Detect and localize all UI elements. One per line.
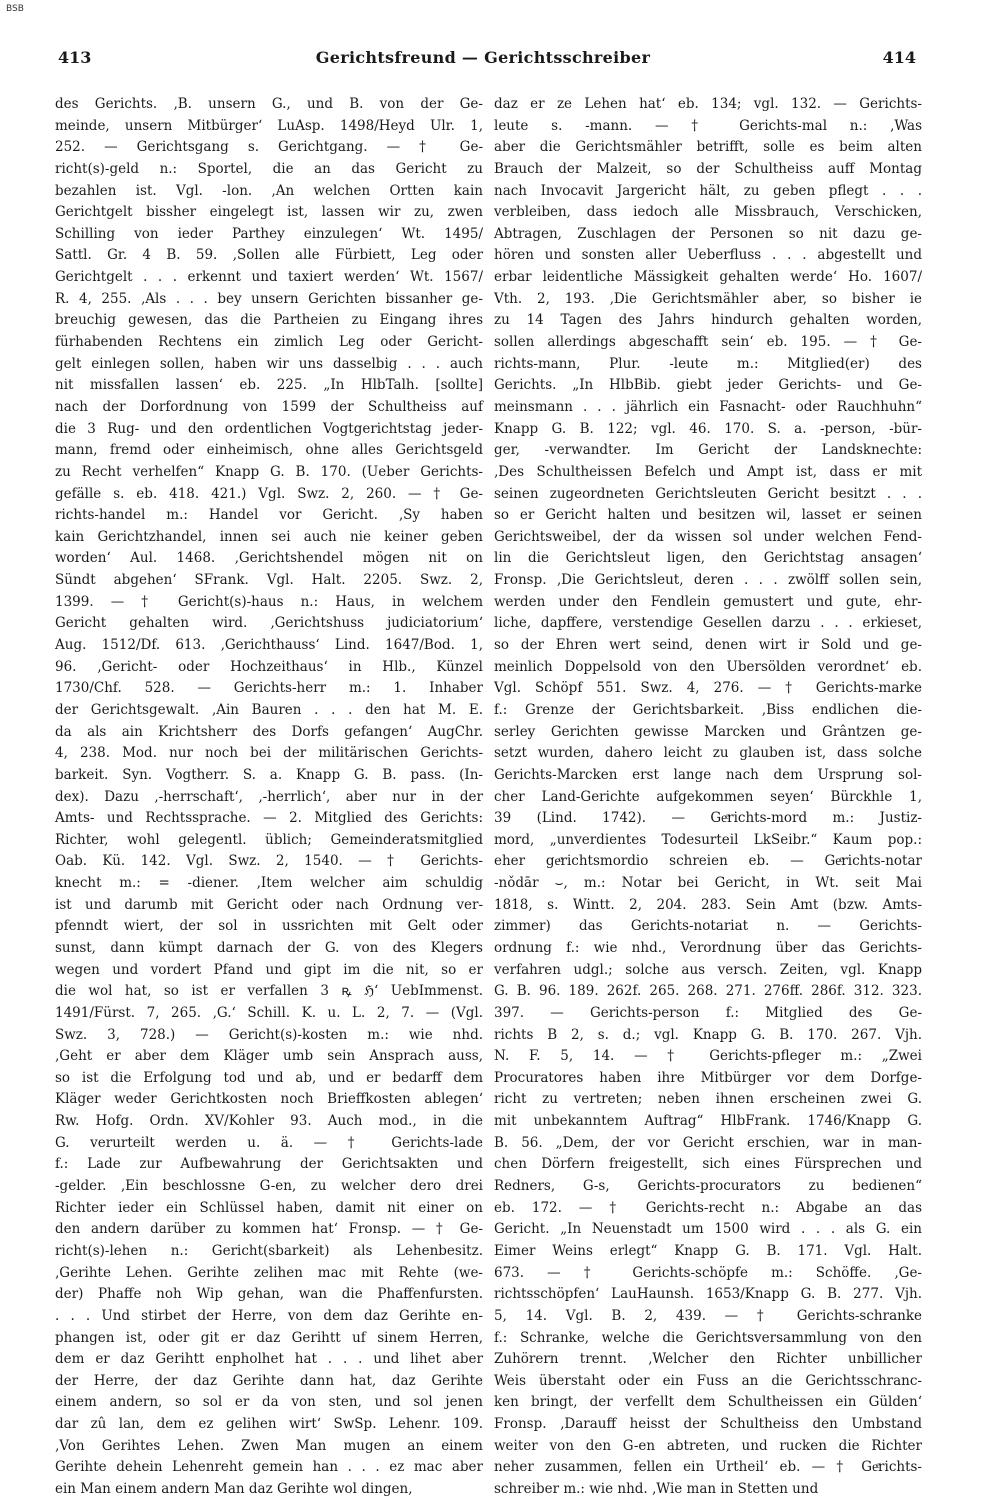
- text-line: dem er daz Gerihtt enpholhet hat . . . und lihet aber: [55, 1351, 483, 1368]
- text-line: mit unbekanntem Auftrag“ HlbFrank. 1746/Knapp G.: [494, 1113, 922, 1130]
- text-line: seinen zugeordneten Gerichtsleuten Gericht besitzt . . .: [494, 485, 922, 502]
- text-line: aber die Gerichtsmähler betrifft, solle es beim alten: [494, 139, 922, 156]
- text-line: richt(s)-lehen n.: Gericht(sbarkeit) als Lehenbesitz.: [55, 1242, 483, 1259]
- text-line: 1818, s. Wintt. 2, 204. 283. Sein Amt (bzw. Amts-: [494, 896, 922, 913]
- text-line: 252. — Gerichtsgang s. Gerichtgang. — † Ge-: [55, 139, 483, 156]
- text-line: mann, fremd oder einheimisch, ohne alles Gerichtsgeld: [55, 442, 483, 459]
- text-line: Fronsp. ‚Darauff heisst der Schultheiss den Umbstand: [494, 1416, 922, 1433]
- text-line: zu 14 Tagen des Jahrs hindurch gehalten worden,: [494, 312, 922, 329]
- text-line: barkeit. Syn. Vogtherr. S. a. Knapp G. B. pass. (In-: [55, 766, 483, 783]
- text-line: so ist die Erfolgung tod und ab, und er bedarff dem: [55, 1069, 483, 1086]
- text-line: 5, 14. Vgl. B. 2, 439. — † Gerichts-schranke: [494, 1307, 922, 1324]
- text-line: Brauch der Malzeit, so der Schultheiss auff Montag: [494, 160, 922, 177]
- text-line: der Herre, der daz Gerihte dann hat, daz Gerihte: [55, 1372, 483, 1389]
- text-line: der Gerichtsgewalt. ‚Ain Bauren . . . den hat M. E.: [55, 701, 483, 718]
- text-line: kain Gerichtzhandel, innen sei auch nie keiner geben: [55, 528, 483, 545]
- text-line: nach der Dorfordnung von 1599 der Schultheiss auf: [55, 398, 483, 415]
- text-line: Gericht gehalten wird. ‚Gerichtshuss judiciatorium‘: [55, 615, 483, 632]
- text-line: nach Invocavit Jargericht hält, zu geben pflegt . . .: [494, 182, 922, 199]
- text-line: verbleiben, dass iedoch alle Missbrauch, Verschicken,: [494, 204, 922, 221]
- text-line: neher zusammen, fellen ein Urtheil‘ eb. — † Geͤrichts-: [494, 1459, 922, 1476]
- text-line: Redners, G-s, Gerichts-procurators zu bedienen“: [494, 1178, 922, 1195]
- text-line: 39 (Lind. 1742). — Geͤrichts-mord m.: Justiz-: [494, 810, 922, 827]
- text-line: 96. ‚Gericht- oder Hochzeithaus‘ in Hlb., Künzel: [55, 658, 483, 675]
- text-line: Gericht. „In Neuenstadt um 1500 wird . . . als G. ein: [494, 1221, 922, 1238]
- text-line: bezahlen ist. Vgl. -lon. ‚An welchen Ortten kain: [55, 182, 483, 199]
- text-line: nit missfallen lassen‘ eb. 225. „In HlbTalh. [sollte]: [55, 377, 483, 394]
- text-line: einem andern, so sol er da von sten, und sol jenen: [55, 1394, 483, 1411]
- text-line: 4, 238. Mod. nur noch bei der militärischen Gerichts-: [55, 745, 483, 762]
- text-line: gefälle s. eb. 418. 421.) Vgl. Swz. 2, 260. — † Ge-: [55, 485, 483, 502]
- text-line: Rw. Hofg. Ordn. XV/Kohler 93. Auch mod., in die: [55, 1113, 483, 1130]
- text-line: 397. — Gerichts-person f.: Mitglied des Ge-: [494, 1004, 922, 1021]
- text-line: 1730/Chf. 528. — Gerichts-herr m.: 1. Inhaber: [55, 680, 483, 697]
- text-line: des Gerichts. ‚B. unsern G., und B. von der Ge-: [55, 96, 483, 112]
- text-line: Schilling von ieder Parthey einzulegen‘ Wt. 1495/: [55, 225, 483, 242]
- text-line: serley Gerichten gewisse Marcken und Grântzen ge-: [494, 723, 922, 740]
- text-line: richts B 2, s. d.; vgl. Knapp G. B. 170. 267. Vjh.: [494, 1026, 922, 1043]
- text-line: Gerichtgelt . . . erkennt und taxiert werden‘ Wt. 1567/: [55, 269, 483, 286]
- text-line: zimmer) das Gerichts-notariat n. — Gerichts-: [494, 918, 922, 935]
- text-line: Aug. 1512/Df. 613. ‚Gerichthauss‘ Lind. 1647/Bod. 1,: [55, 637, 483, 654]
- text-line: mord, „unverdientes Todesurteil LkSeibr.“ Kaum pop.:: [494, 831, 922, 848]
- running-head: Gerichtsfreund — Gerichtsschreiber: [315, 48, 651, 67]
- text-line: meinlich Doppelsold von den Ubersölden verordnet‘ eb.: [494, 658, 922, 675]
- text-line: Gerichts. „In HlbBib. giebt jeder Gerichts- und Ge-: [494, 377, 922, 394]
- text-line: ‚Gerihte Lehen. Gerihte zelihen mac mit Rehte (we-: [55, 1264, 483, 1281]
- text-line: G. verurteilt werden u. ä. — † Gerichts-lade: [55, 1134, 483, 1151]
- text-line: ‚Des Schultheissen Befelch und Ampt ist, dass er mit: [494, 463, 922, 480]
- text-line: G. B. 96. 189. 262f. 265. 268. 271. 276ff. 286f. 312. 323.: [494, 983, 922, 1000]
- text-line: zu Recht verhelfen“ Knapp G. B. 170. (Ueber Gerichts-: [55, 463, 483, 480]
- text-line: f.: Lade zur Aufbewahrung der Gerichtsakten und: [55, 1156, 483, 1173]
- text-line: so der Ehren wert seind, denen wirt ir Sold und ge-: [494, 637, 922, 654]
- text-line: Sattl. Gr. 4 B. 59. ‚Sollen alle Fürbiett, Leg oder: [55, 247, 483, 264]
- text-line: ken bringt, der verfellt dem Schultheissen ein Gülden‘: [494, 1394, 922, 1411]
- page-header: [50, 48, 916, 72]
- text-line: R. 4, 255. ‚Als . . . bey unsern Gerichten bissanher ge-: [55, 290, 483, 307]
- text-line: der) Phaffe noh Wip gehan, wan die Phaffenfursten.: [55, 1286, 483, 1303]
- text-line: ist und darumb mit Gericht oder nach Ordnung ver-: [55, 896, 483, 913]
- text-line: den andern darüber zu kommen hat‘ Fronsp. — † Ge-: [55, 1221, 483, 1238]
- text-line: Weis überstaht oder ein Fuss an die Gerichtsschranc-: [494, 1372, 922, 1389]
- text-line: Abtragen, Zuschlagen der Personen so nit dazu ge-: [494, 225, 922, 242]
- text-line: Gerichtgelt bissher eingelegt ist, lassen wir zu, zwen: [55, 204, 483, 221]
- text-line: knecht m.: = -diener. ‚Item welcher aim schuldig: [55, 875, 483, 892]
- text-line: B. 56. „Dem, der vor Gericht erschien, war in man-: [494, 1134, 922, 1151]
- text-line: lin die Gerichtsleut ligen, den Gerichtstag ansagen‘: [494, 550, 922, 567]
- text-line: worden‘ Aul. 1468. ‚Gerichtshendel mögen nit on: [55, 550, 483, 567]
- text-line: Gerichts-Marcken erst lange nach dem Ursprung sol-: [494, 766, 922, 783]
- text-line: richts-mann, Plur. -leute m.: Mitglied(er) des: [494, 355, 922, 372]
- text-line: richtsschöpfen‘ LauHaunsh. 1653/Knapp G. B. 277. Vjh.: [494, 1286, 922, 1303]
- left-column: [55, 94, 483, 1497]
- text-line: ‚Von Gerihtes Lehen. Zwen Man mugen an einem: [55, 1437, 483, 1454]
- text-line: setzt wurden, dahero leicht zu glauben ist, dass solche: [494, 745, 922, 762]
- text-line: Sündt abgehen‘ SFrank. Vgl. Halt. 2205. Swz. 2,: [55, 572, 483, 589]
- text-line: Richter ieder ein Schlüssel haben, damit nit einer on: [55, 1199, 483, 1216]
- text-line: f.: Grenze der Gerichtsbarkeit. ‚Biss endlichen die-: [494, 701, 922, 718]
- text-line: 673. — † Gerichts-schöpfe m.: Schöffe. ‚Ge-: [494, 1264, 922, 1281]
- text-line: 1491/Fürst. 7, 265. ‚G.‘ Schill. K. u. L. 2, 7. — (Vgl.: [55, 1004, 483, 1021]
- text-line: hören und sonsten aller Ueberfluss . . . abgestellt und: [494, 247, 922, 264]
- text-line: so er Gericht halten und besitzen wil, lasset er seinen: [494, 507, 922, 524]
- text-line: richt zu vertreten; neben ihnen erscheinen zwei G.: [494, 1091, 922, 1108]
- text-line: Vgl. Schöpf 551. Swz. 4, 276. — † Gerichts-marke: [494, 680, 922, 697]
- text-line: die wol hat, so ist er verfallen 3 ꝶ ℌ‘ UebImmenst.: [55, 983, 483, 1000]
- text-line: pfenndt wiert, der sol in ussrichten mit Gelt oder: [55, 918, 483, 935]
- text-line: cher Land-Gerichte aufgekommen seyen‘ Bürckhle 1,: [494, 788, 922, 805]
- text-line: erbar leidentliche Mässigkeit gehalten werde‘ Ho. 1607/: [494, 269, 922, 286]
- text-line: . . . Und stirbet der Herre, von dem daz Gerihte en-: [55, 1307, 483, 1324]
- text-line: liche, dapffere, verstendige Gesellen darzu . . . erkieset,: [494, 615, 922, 632]
- text-line: ‚Geht er aber dem Kläger umb sein Ansprach auss,: [55, 1048, 483, 1065]
- text-line: dex). Dazu ‚-herrschaft‘, ‚-herrlich‘, aber nur in der: [55, 788, 483, 805]
- text-line: leute s. -mann. — † Gerichts-mal n.: ‚Was: [494, 117, 922, 134]
- text-line: Procuratores haben ihre Mitbürger vor dem Dorfge-: [494, 1069, 922, 1086]
- text-line: schreiber m.: wie nhd. ‚Wie man in Stetten und: [494, 1481, 819, 1497]
- right-column: [494, 94, 922, 1497]
- text-line: eb. 172. — † Gerichts-recht n.: Abgabe an das: [494, 1199, 922, 1216]
- text-line: eher geͤrichtsmordio schreien eb. — Geͤrichts-notar: [494, 853, 922, 870]
- text-line: fürhabenden Rechtens ein zimlich Leg oder Gericht-: [55, 334, 483, 351]
- text-line: weiter von den G-en abtreten, und rucken die Richter: [494, 1437, 922, 1454]
- text-line: -gelder. ‚Ein beschlossne G-en, zu welcher dero drei: [55, 1178, 483, 1195]
- text-line: gelt einlegen sollen, haben wir uns dasselbig . . . auch: [55, 355, 483, 372]
- text-line: phangen ist, oder git er daz Gerihtt uf sinem Herren,: [55, 1329, 483, 1346]
- text-line: sollen allerdings abgeschafft sein‘ eb. 195. — † Ge-: [494, 334, 922, 351]
- text-line: Gerihte dehein Lehenreht gemein han . . . ez mac aber: [55, 1459, 483, 1476]
- text-line: 1399. — † Gericht(s)-haus n.: Haus, in welchem: [55, 593, 483, 610]
- text-line: Richter, wohl gelegentl. üblich; Gemeinderatsmitglied: [55, 831, 483, 848]
- text-line: breuchig gewesen, das die Partheien zu Eingang ihres: [55, 312, 483, 329]
- text-line: Oab. Kü. 142. Vgl. Swz. 2, 1540. — † Gerichts-: [55, 853, 483, 870]
- text-line: dar zû lan, dem ez gelihen wirt‘ SwSp. Lehenr. 109.: [55, 1416, 483, 1433]
- text-line: sunst, dann kümpt darnach der G. von des Klegers: [55, 939, 483, 956]
- text-line: Vth. 2, 193. ‚Die Gerichtsmähler aber, so bisher ie: [494, 290, 922, 307]
- text-line: -nǒdār ⌣, m.: Notar bei Gericht, in Wt. seit Mai: [494, 875, 922, 892]
- text-line: richt(s)-geld n.: Sportel, die an das Gericht zu: [55, 160, 483, 177]
- text-line: ger, -verwandter. Im Gericht der Landsknechte:: [494, 442, 922, 459]
- text-line: verfahren udgl.; solche aus versch. Zeiten, vgl. Knapp: [494, 961, 922, 978]
- text-line: chen Dörfern freigestellt, sich eines Fürsprechen und: [494, 1156, 922, 1173]
- text-line: da als ain Krichtsherr des Dorfs gefangen‘ AugChr.: [55, 723, 483, 740]
- text-line: Kläger weder Gerichtkosten noch Brieffkosten ablegen‘: [55, 1091, 483, 1108]
- library-stamp: BSB: [6, 4, 24, 14]
- page-number-left: 413: [58, 48, 92, 67]
- text-line: die 3 Rug- und den ordentlichen Vogtgerichtstag jeder-: [55, 420, 483, 437]
- text-line: Amts- und Rechtssprache. — 2. Mitglied des Gerichts:: [55, 810, 483, 827]
- text-line: richts-handel m.: Handel vor Gericht. ‚Sy haben: [55, 507, 483, 524]
- text-line: Zuhörern trennt. ‚Welcher den Richter unbillicher: [494, 1351, 922, 1368]
- text-line: Eimer Weins erlegt“ Knapp G. B. 171. Vgl. Halt.: [494, 1242, 922, 1259]
- text-line: Swz. 3, 728.) — Gericht(s)-kosten m.: wie nhd.: [55, 1026, 483, 1043]
- text-line: Knapp G. B. 122; vgl. 46. 170. S. a. -person, -bür-: [494, 420, 922, 437]
- text-line: wegen und vordert Pfand und gipt im die nit, so er: [55, 961, 483, 978]
- text-line: N. F. 5, 14. — † Gerichts-pfleger m.: „Zwei: [494, 1048, 922, 1065]
- text-line: ein Man einem andern Man daz Gerihte wol dingen,: [55, 1481, 413, 1497]
- text-line: Gerichtsweibel, der da wissen sol under welchen Fend-: [494, 528, 922, 545]
- text-line: meinde, unsern Mitbürger‘ LuAsp. 1498/Heyd Ulr. 1,: [55, 117, 483, 134]
- text-line: werden under den Fendlein gemustert und gute, ehr-: [494, 593, 922, 610]
- text-line: f.: Schranke, welche die Gerichtsversammlung von den: [494, 1329, 922, 1346]
- text-line: daz er ze Lehen hat‘ eb. 134; vgl. 132. — Gerichts-: [494, 96, 922, 112]
- text-line: Fronsp. ‚Die Gerichtsleut, deren . . . zwölff sollen sein,: [494, 572, 922, 589]
- page-number-right: 414: [882, 48, 916, 67]
- text-line: meinsmann . . . jährlich ein Fasnacht- oder Rauchhuhn“: [494, 398, 922, 415]
- text-line: ordnung f.: wie nhd., Verordnung über das Gerichts-: [494, 939, 922, 956]
